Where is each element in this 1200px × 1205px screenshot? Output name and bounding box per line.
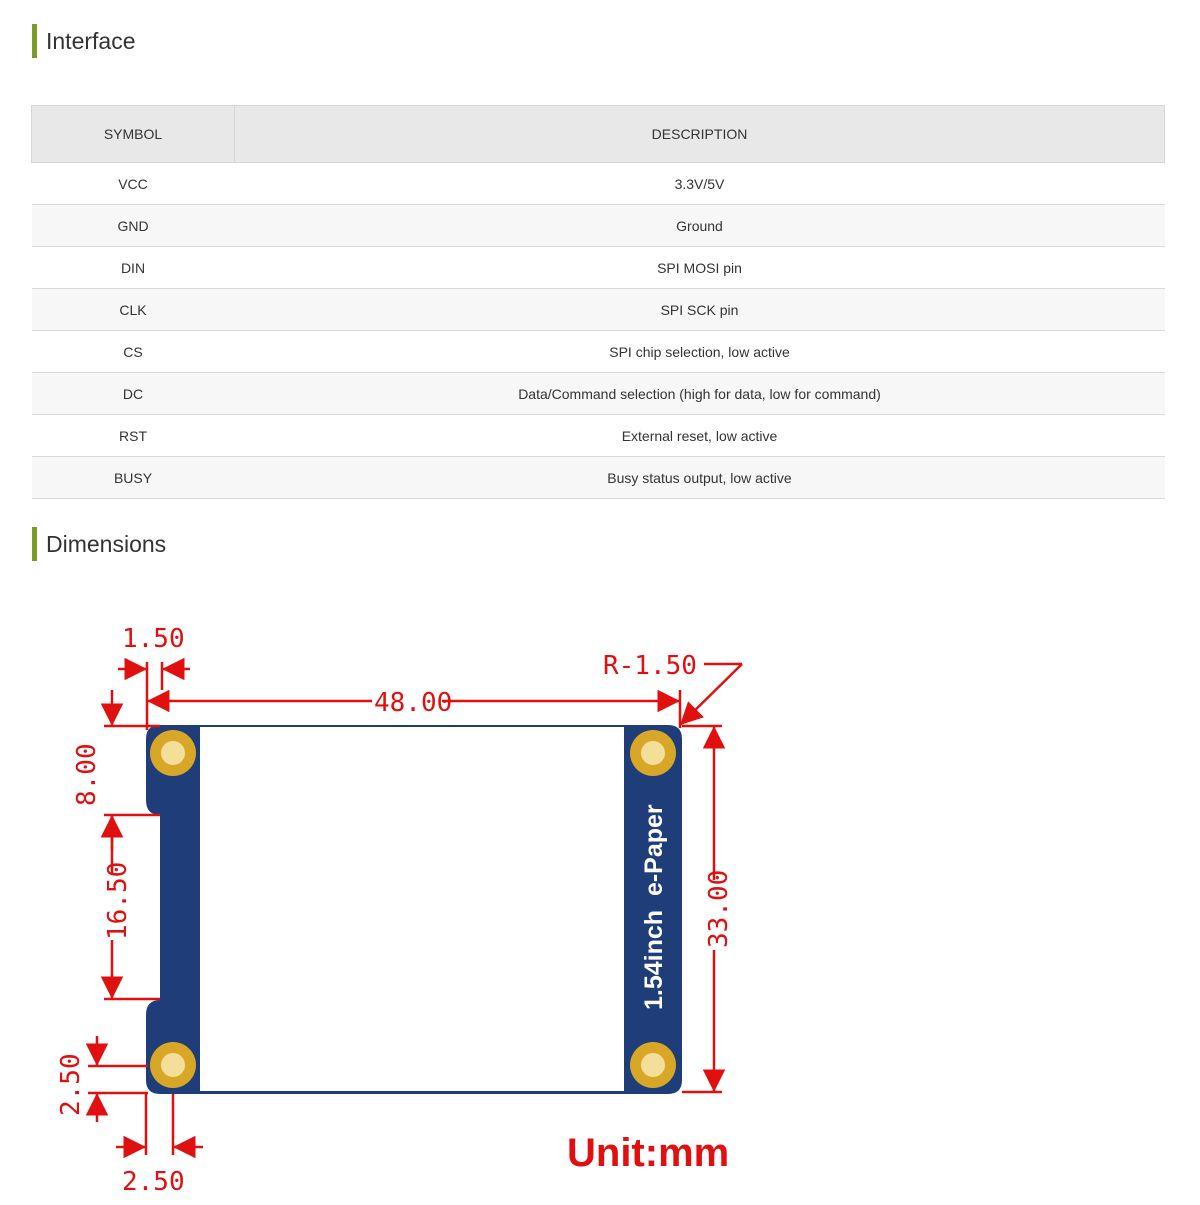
table-row: [32, 373, 1165, 415]
description-cell: SPI SCK pin: [235, 289, 1165, 331]
interface-heading: Interface: [32, 24, 136, 58]
display-area: [200, 727, 624, 1091]
table-row: [32, 247, 1165, 289]
symbol-cell: VCC: [32, 163, 235, 205]
description-header: DESCRIPTION: [235, 106, 1165, 163]
dim-width-label: 48.00: [374, 688, 453, 718]
dim-height-label: 33.00: [704, 869, 734, 948]
description-cell: SPI chip selection, low active: [235, 331, 1165, 373]
dim-top-offset-label: 1.50: [122, 624, 185, 654]
table-row: [32, 163, 1165, 205]
symbol-cell: RST: [32, 415, 235, 457]
dim-radius-label: R-1.50: [603, 651, 697, 681]
description-cell: External reset, low active: [235, 415, 1165, 457]
dim-bottom-offset-label: 2.50: [122, 1167, 185, 1197]
dimensions-diagram: [0, 600, 800, 1200]
dim-notch-label: 16.50: [103, 861, 133, 940]
mount-hole-bottom-right: [630, 1042, 676, 1088]
table-row: [32, 331, 1165, 373]
dimensions-heading: Dimensions: [32, 527, 166, 561]
table-row: [32, 205, 1165, 247]
symbol-cell: GND: [32, 205, 235, 247]
mount-hole-top-right: [630, 730, 676, 776]
description-cell: SPI MOSI pin: [235, 247, 1165, 289]
symbol-cell: BUSY: [32, 457, 235, 499]
description-cell: 3.3V/5V: [235, 163, 1165, 205]
table-row: [32, 457, 1165, 499]
description-cell: Data/Command selection (high for data, low for command): [235, 373, 1165, 415]
unit-label: Unit:mm: [567, 1131, 730, 1175]
symbol-cell: CLK: [32, 289, 235, 331]
description-cell: Ground: [235, 205, 1165, 247]
table-row: [32, 415, 1165, 457]
mount-hole-top-left: [150, 730, 196, 776]
dim-top-hole-label: 8.00: [72, 743, 102, 806]
mount-hole-bottom-left: [150, 1042, 196, 1088]
board-label: 1.54inch e-Paper: [640, 804, 668, 1010]
symbol-header: SYMBOL: [32, 106, 235, 163]
table-row: [32, 289, 1165, 331]
description-cell: Busy status output, low active: [235, 457, 1165, 499]
symbol-cell: DIN: [32, 247, 235, 289]
dimensions-drawing: [0, 600, 800, 1200]
interface-table: [31, 105, 1165, 499]
symbol-cell: CS: [32, 331, 235, 373]
symbol-cell: DC: [32, 373, 235, 415]
dim-bottom-hole-label: 2.50: [56, 1053, 86, 1116]
